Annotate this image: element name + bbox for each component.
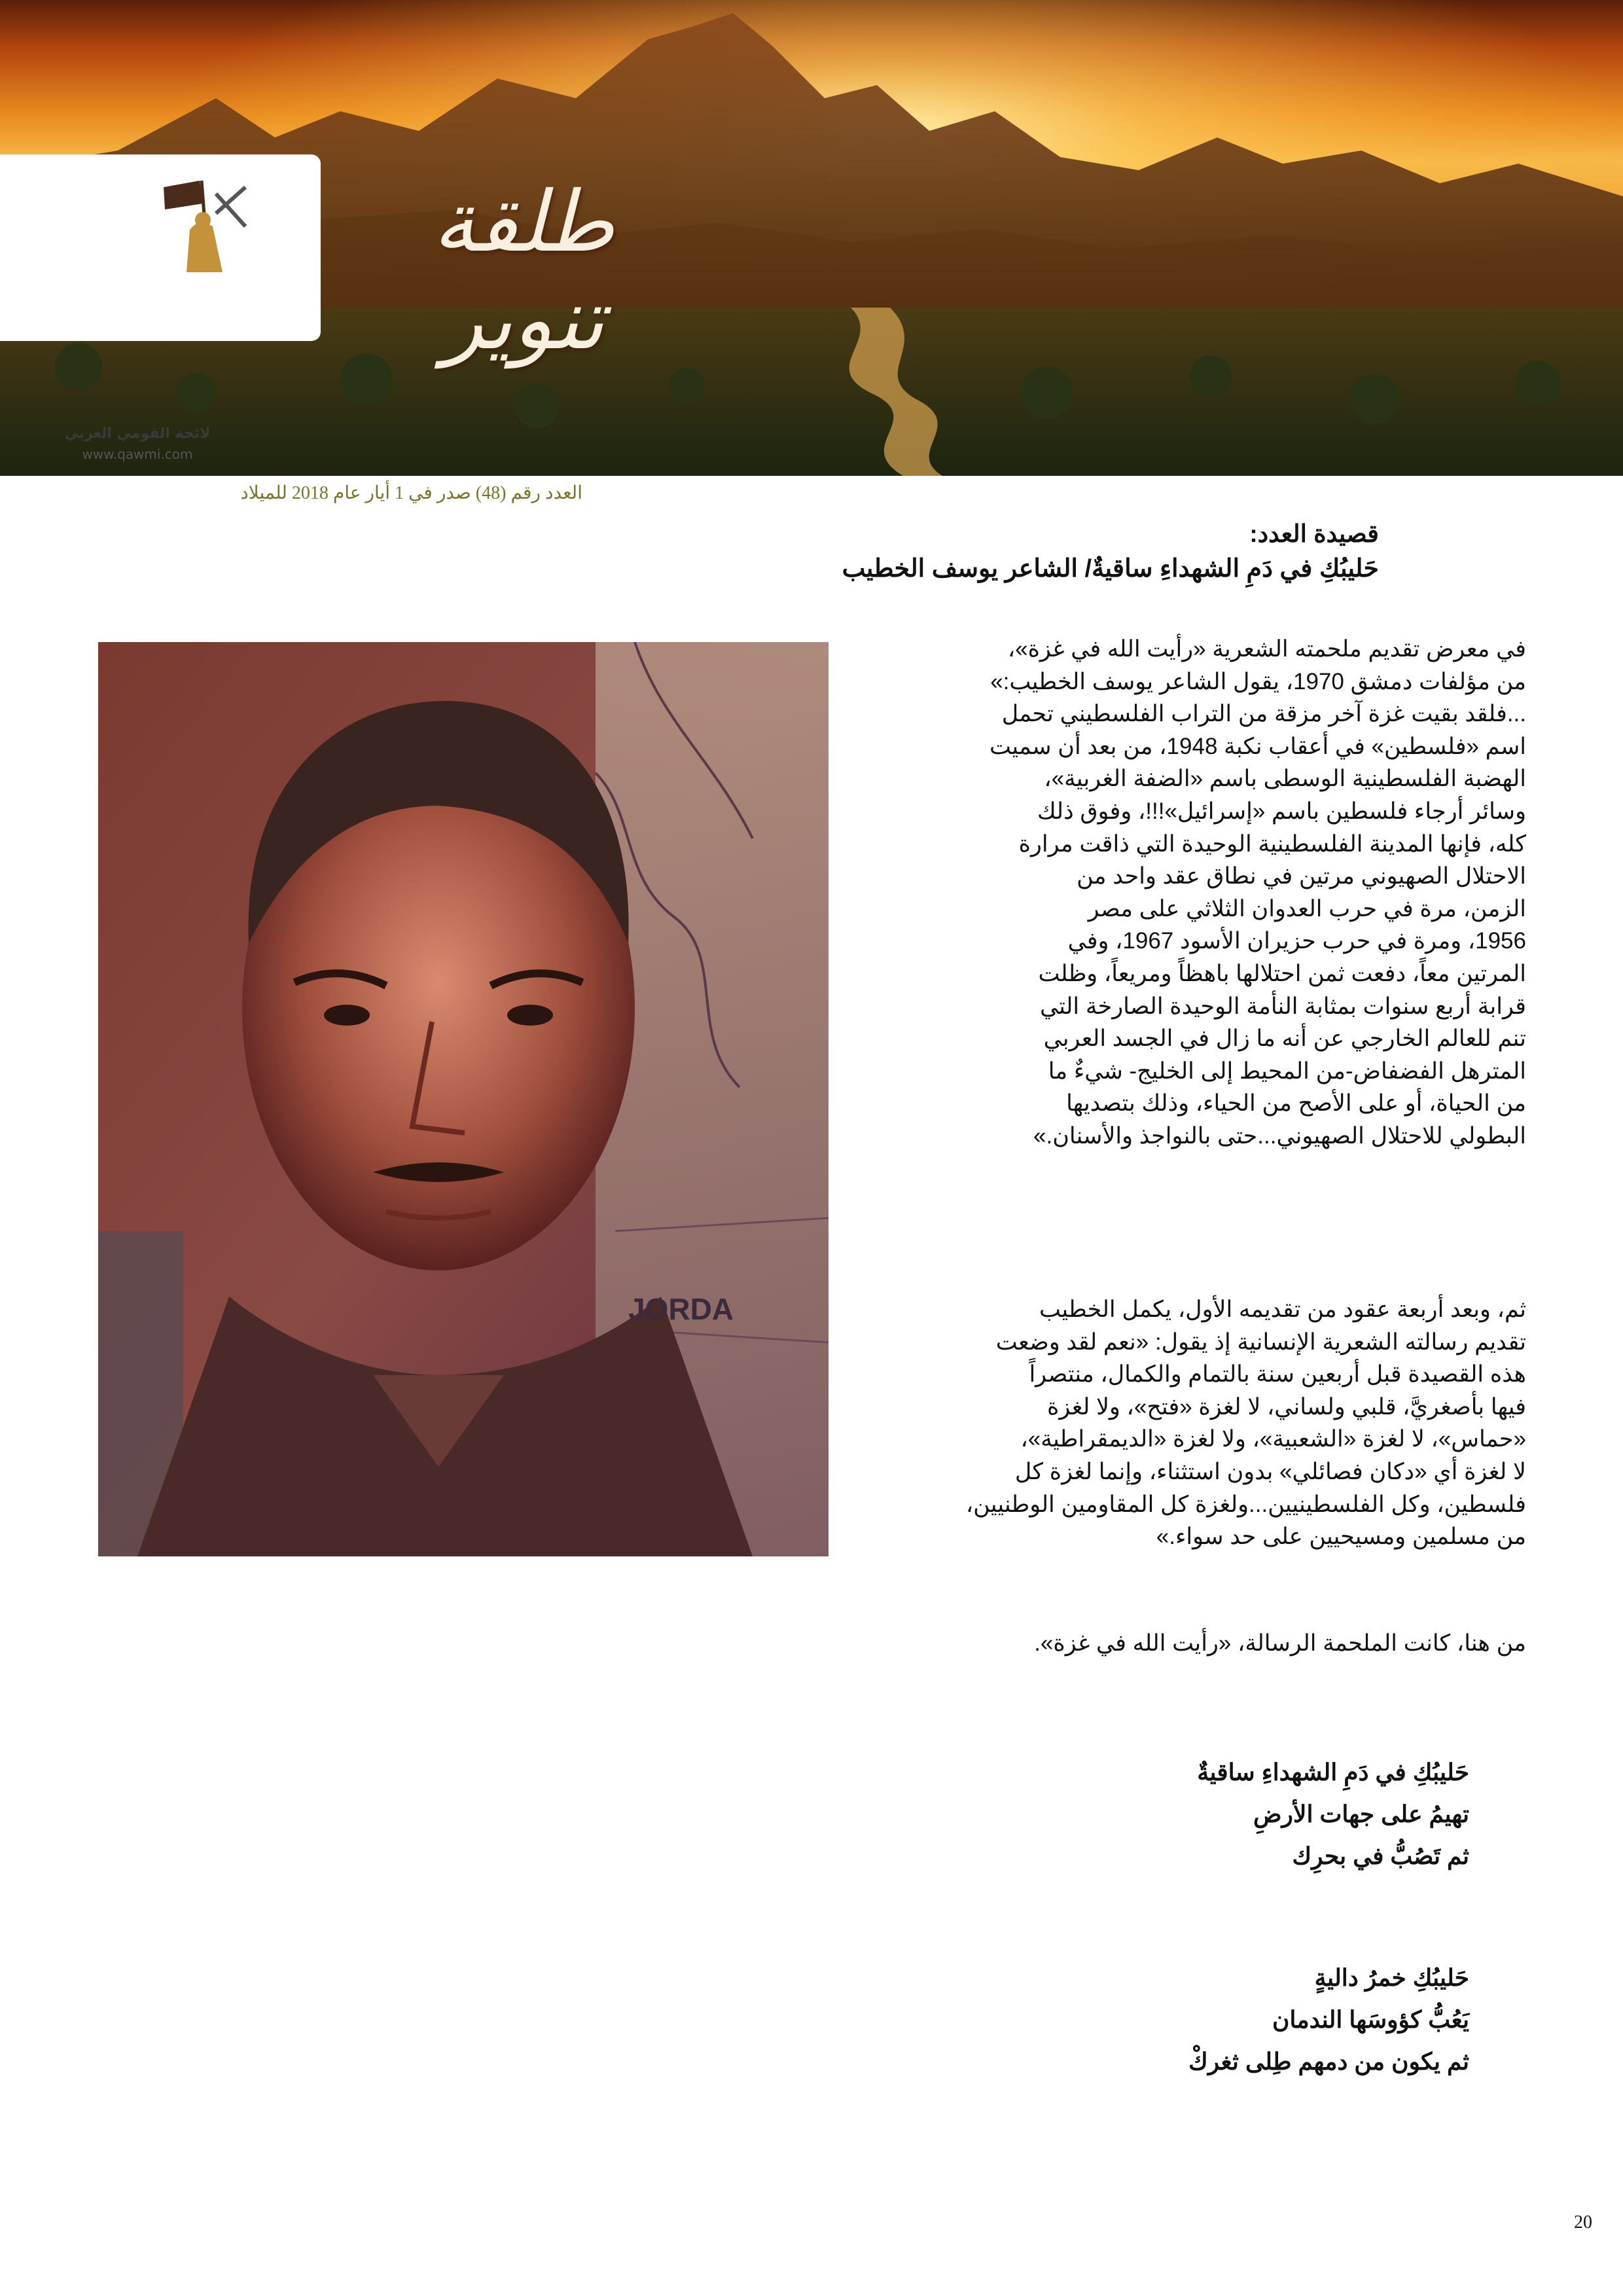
org-name: لائحة القومي العربي <box>64 425 211 442</box>
intro-line: من الحياة، أو على الأصح من الحياء، وذلك بتصديها <box>1066 1090 1526 1117</box>
intro-paragraph <box>827 633 1526 1153</box>
section-label: قصيدة العدد: <box>1249 520 1379 547</box>
issue-line: العدد رقم (48) صدر في 1 أيار عام 2018 للميلاد <box>240 483 582 503</box>
intro-line: 1956، ومرة في حرب حزيران الأسود 1967، وفي <box>1067 928 1526 954</box>
intro-line: الهضبة الفلسطينية الوسطى باسم «الضفة الغربية»، <box>1044 766 1526 792</box>
org-url[interactable]: www.qawmi.com <box>82 446 193 462</box>
intro-line: وسائر أرجاء فلسطين باسم «إسرائيل»!!!، وفوق ذلك <box>1037 798 1526 824</box>
verse-line: ثم تَصُبُّ في بحرِك <box>1292 1842 1469 1869</box>
poet-photo <box>98 642 829 1556</box>
intro-line: اسم «فلسطين» في أعقاب نكبة 1948، من بعد أن سميت <box>990 733 1526 759</box>
intro-line: المترهل الفضفاض-من المحيط إلى الخليج- شيءٌ ما <box>1048 1058 1526 1084</box>
second-paragraph <box>827 1293 1526 1553</box>
logo-panel <box>0 154 321 462</box>
poem-stanza-2 <box>1188 1957 1469 2083</box>
map-label: JORDA <box>628 1292 734 1326</box>
intro-line: الاحتلال الصهيوني مرتين في نطاق عقد واحد من <box>1077 863 1526 889</box>
intro-line: قرابة أربع سنوات بمثابة النأمة الوحيدة الصارخة التي <box>1039 993 1526 1019</box>
org-logo-icon <box>151 181 249 272</box>
poem-stanza-1 <box>1197 1751 1469 1877</box>
intro-line: كله، فإنها المدينة الفلسطينية الوحيدة التي ذاقت مرارة <box>1018 831 1526 857</box>
second-line: هذه القصيدة قبل أربعين سنة بالتمام والكمال، منتصراً <box>1029 1361 1526 1388</box>
verse-line: تهيمُ على جهات الأرضِ <box>1253 1801 1469 1827</box>
magazine-title: طلقة تنوير <box>433 173 615 368</box>
intro-line: في معرض تقديم ملحمته الشعرية «رأيت الله في غزة»، <box>1007 636 1526 662</box>
page-number: 20 <box>1574 2212 1592 2233</box>
poem-title: حَليبُكِ في دَمِ الشهداءِ ساقيةٌ/ الشاعر يوسف الخطيب <box>842 555 1379 583</box>
intro-line: الزمن، مرة في حرب العدوان الثلاثي على مصر <box>1088 895 1526 922</box>
header-banner <box>0 0 1623 476</box>
verse-line: ثم يكون من دمهم طِلى ثغركْ <box>1188 2048 1469 2075</box>
second-line: فيها بأصغريَّ، قلبي ولساني، لا لغزة «فتح»، ولا لغزة <box>1047 1393 1526 1420</box>
verse-line: حَليبُكِ خمرُ داليةٍ <box>1314 1964 1469 1991</box>
intro-line: من مؤلفات دمشق 1970، يقول الشاعر يوسف الخطيب:» <box>990 668 1526 694</box>
intro-line: البطولي للاحتلال الصهيوني...حتى بالنواجذ والأسنان.» <box>1033 1122 1526 1149</box>
closing-line: من هنا، كانت الملحمة الرسالة، «رأيت الله في غزة». <box>1034 1630 1526 1656</box>
second-line: ثم، وبعد أربعة عقود من تقديمه الأول، يكمل الخطيب <box>1039 1297 1526 1322</box>
second-line: فلسطين، وكل الفلسطينيين...ولغزة كل المقاومين الوطنيين، <box>965 1491 1526 1517</box>
second-line: «حماس»، لا لغزة «الشعبية»، ولا لغزة «الديمقراطية»، <box>1020 1426 1526 1452</box>
second-line: لا لغزة أي «دكان فصائلي» بدون استثناء، وإنما لغزة كل <box>1014 1458 1526 1484</box>
verse-line: حَليبُكِ في دَمِ الشهداءِ ساقيةٌ <box>1197 1759 1469 1785</box>
poet-portrait-image <box>98 642 829 1556</box>
intro-line: ...فلقد بقيت غزة آخر مزقة من التراب الفلسطيني تحمل <box>1001 701 1526 727</box>
verse-line: يَعُبُّ كؤوسَها الندمان <box>1272 2006 1469 2033</box>
second-line: من مسلمين ومسيحيين على حد سواء.» <box>1156 1524 1526 1550</box>
intro-line: المرتين معاً، دفعت ثمن احتلالها باهظاً ومريعاً، وظلت <box>1038 960 1526 986</box>
intro-line: تنم للعالم الخارجي عن أنه ما زال في الجسد العربي <box>1043 1026 1526 1052</box>
second-line: تقديم رسالته الشعرية الإنسانية إذ يقول: «نعم لقد وضعت <box>995 1329 1526 1355</box>
